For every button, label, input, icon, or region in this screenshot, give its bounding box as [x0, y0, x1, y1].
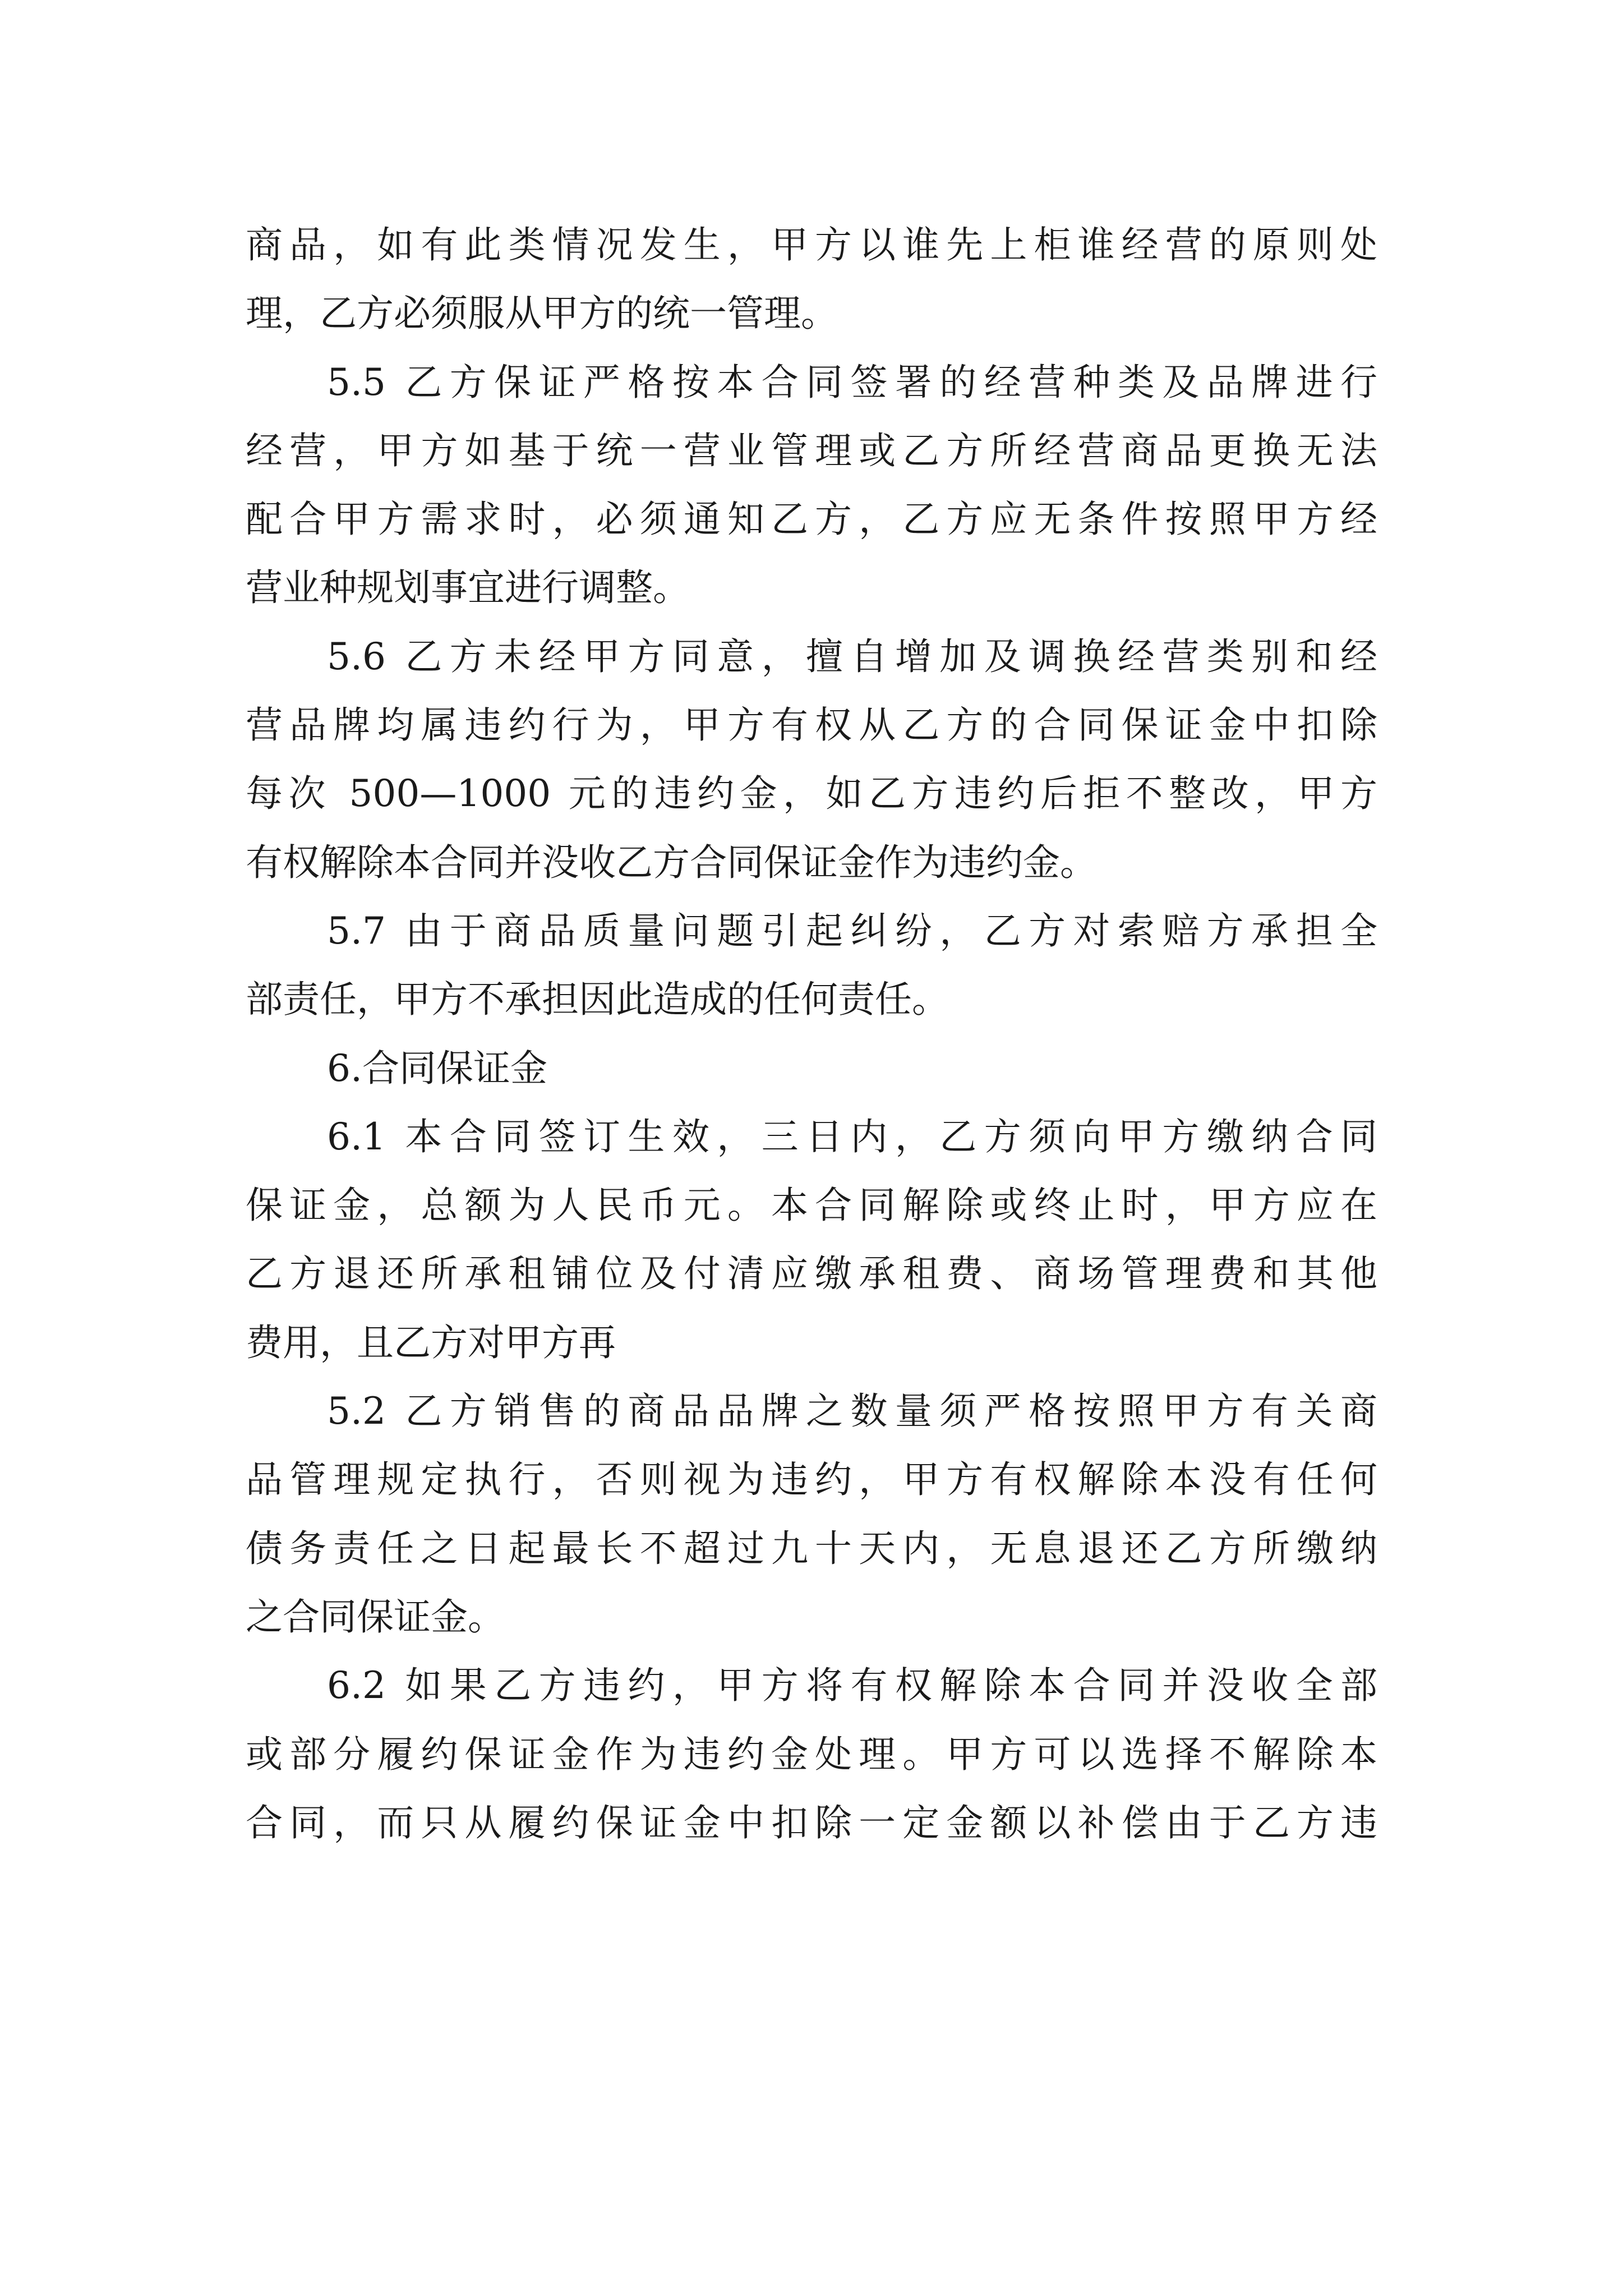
paragraph-5-6-start: 5.6 乙方未经甲方同意，擅自增加及调换经营类别和经 [327, 634, 1377, 678]
text-line: 营业种规划事宜进行调整。 [246, 566, 690, 610]
paragraph-5-5-start: 5.5 乙方保证严格按本合同签署的经营种类及品牌进行 [327, 360, 1377, 404]
text-line: 之合同保证金。 [246, 1595, 505, 1639]
paragraph-5-7-start: 5.7 由于商品质量问题引起纠纷，乙方对索赔方承担全 [327, 909, 1377, 953]
section-heading-6: 6.合同保证金 [327, 1046, 547, 1090]
text-line: 商品，如有此类情况发生，甲方以谁先上柜谁经营的原则处 [246, 223, 1377, 266]
text-line: 部责任，甲方不承担因此造成的任何责任。 [246, 978, 949, 1022]
text-line: 理，乙方必须服从甲方的统一管理。 [246, 292, 838, 335]
text-line: 每次 500—1000 元的违约金，如乙方违约后拒不整改，甲方 [246, 772, 1377, 816]
text-line: 乙方退还所承租铺位及付清应缴承租费、商场管理费和其他 [246, 1252, 1377, 1296]
text-line: 保证金，总额为人民币元。本合同解除或终止时，甲方应在 [246, 1184, 1377, 1227]
text-line: 债务责任之日起最长不超过九十天内，无息退还乙方所缴纳 [246, 1526, 1377, 1570]
document-body [246, 211, 1377, 1857]
text-line: 营品牌均属违约行为，甲方有权从乙方的合同保证金中扣除 [246, 703, 1377, 747]
text-line: 配合甲方需求时，必须通知乙方，乙方应无条件按照甲方经 [246, 498, 1377, 541]
text-line: 费用，且乙方对甲方再 [246, 1320, 616, 1364]
text-line: 合同，而只从履约保证金中扣除一定金额以补偿由于乙方违 [246, 1801, 1377, 1844]
text-line: 经营，甲方如基于统一营业管理或乙方所经营商品更换无法 [246, 429, 1377, 472]
paragraph-6-1-start: 6.1 本合同签订生效，三日内，乙方须向甲方缴纳合同 [327, 1115, 1377, 1158]
text-line: 有权解除本合同并没收乙方合同保证金作为违约金。 [246, 840, 1097, 884]
paragraph-6-2-start: 6.2 如果乙方违约，甲方将有权解除本合同并没收全部 [327, 1664, 1377, 1708]
paragraph-5-2-start: 5.2 乙方销售的商品品牌之数量须严格按照甲方有关商 [327, 1389, 1377, 1433]
text-line: 或部分履约保证金作为违约金处理。甲方可以选择不解除本 [246, 1732, 1377, 1776]
text-line: 品管理规定执行，否则视为违约，甲方有权解除本没有任何 [246, 1458, 1377, 1502]
